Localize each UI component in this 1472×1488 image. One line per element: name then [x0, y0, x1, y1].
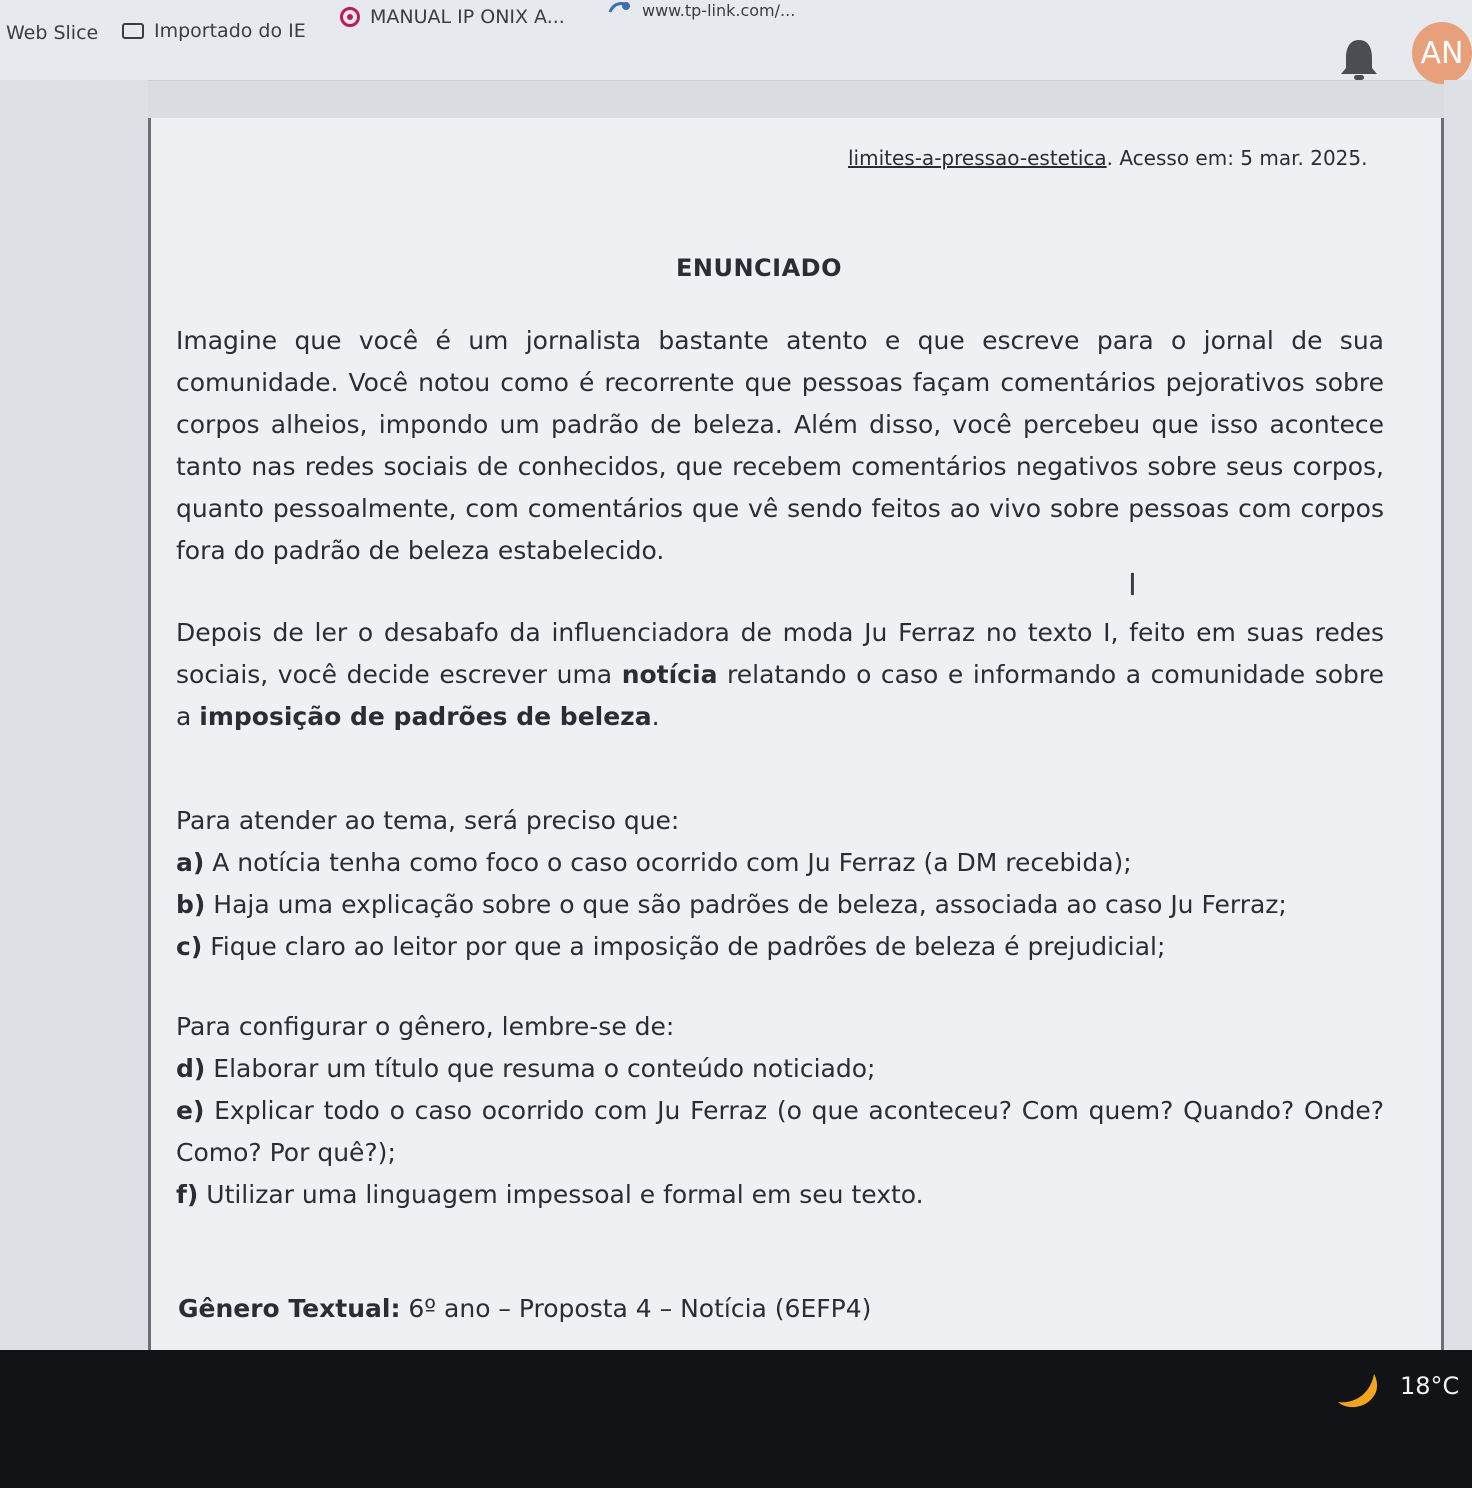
bookmark-manual-ip-onix[interactable] [340, 6, 565, 28]
item-marker: f) [176, 1180, 199, 1209]
list-item [176, 842, 1384, 884]
item-marker: a) [176, 848, 205, 877]
left-gutter [0, 80, 148, 1350]
item-marker: c) [176, 932, 203, 961]
bookmark-label: Web Slice [6, 22, 99, 44]
task-bold-noticia: notícia [621, 660, 718, 689]
footer-label: Gênero Textual: [178, 1294, 401, 1323]
requirements-section [176, 800, 1384, 968]
link-icon [606, 0, 632, 20]
bookmark-label: www.tp-link.com/... [642, 0, 796, 20]
item-marker: e) [176, 1096, 205, 1125]
paragraph-task [176, 612, 1384, 738]
bookmark-importado-do-ie[interactable] [122, 20, 306, 42]
reference-access: . Acesso em: 5 mar. 2025. [1106, 146, 1368, 170]
item-text: A notícia tenha como foco o caso ocorrido com Ju Ferraz (a DM recebida); [212, 848, 1132, 877]
bookmark-web-slice[interactable] [6, 22, 98, 44]
folder-icon [122, 23, 144, 39]
bookmarks-bar [0, 0, 1472, 81]
item-text: Fique claro ao leitor por que a imposição de padrões de beleza é prejudicial; [210, 932, 1166, 961]
item-text: Utilizar uma linguagem impessoal e formal em seu texto. [206, 1180, 924, 1209]
list-item [176, 1048, 1384, 1090]
list-item [176, 884, 1384, 926]
section-heading: ENUNCIADO [676, 254, 842, 282]
task-text-1: Depois de ler o desabafo da influenciadora de moda Ju Ferraz no texto I, feito em suas redes sociais, você decide escrever uma [176, 618, 1384, 689]
notification-bell-icon[interactable] [1338, 36, 1380, 82]
taskbar [0, 1350, 1472, 1488]
footer-value: 6º ano – Proposta 4 – Notícia (6EFP4) [408, 1294, 872, 1323]
list-item [176, 1174, 1384, 1216]
bookmark-tp-link[interactable] [606, 0, 795, 20]
task-text-2: relatando o caso e informando a comunidade sobre a [176, 660, 1384, 731]
requirements-intro: Para atender ao tema, será preciso que: [176, 806, 680, 835]
reference-line [848, 146, 1367, 170]
text-cursor-icon: I [1128, 568, 1137, 603]
task-bold-imposicao: imposição de padrões de beleza [199, 702, 652, 731]
reference-link[interactable]: limites-a-pressao-estetica [848, 146, 1107, 170]
list-item [176, 926, 1384, 968]
item-marker: b) [176, 890, 206, 919]
weather-temperature[interactable]: 18°C [1400, 1372, 1460, 1400]
task-text-3: . [651, 702, 660, 731]
item-text: Haja uma explicação sobre o que são padrões de beleza, associada ao caso Ju Ferraz; [213, 890, 1287, 919]
right-gutter [1444, 80, 1472, 1350]
genre-footer [178, 1294, 871, 1323]
target-icon [340, 7, 360, 27]
bookmark-label: MANUAL IP ONIX A... [370, 6, 565, 28]
item-text: Explicar todo o caso ocorrido com Ju Ferraz (o que aconteceu? Com quem? Quando? Onde? Como? Por quê?); [176, 1096, 1384, 1167]
genre-section [176, 1006, 1384, 1216]
profile-avatar[interactable] [1412, 22, 1472, 84]
list-item [176, 1090, 1384, 1174]
item-marker: d) [176, 1054, 206, 1083]
item-text: Elaborar um título que resuma o conteúdo noticiado; [213, 1054, 876, 1083]
bookmark-label: Importado do IE [154, 20, 306, 42]
moon-icon [1334, 1366, 1380, 1412]
paragraph-context: Imagine que você é um jornalista bastante atento e que escreve para o jornal de sua comunidade. Você notou como é recorrente que pessoas façam comentários pejorativos sobre corpos alheios, impondo um padrão de beleza. Além disso, você percebeu que isso acontece tanto nas redes sociais de conhecidos, que recebem comentários negativos sobre seus corpos, quanto pessoalmente, com comentários que vê sendo feitos ao vivo sobre pessoas com corpos fora do padrão de beleza estabelecido. [176, 326, 1384, 565]
genre-intro: Para configurar o gênero, lembre-se de: [176, 1012, 675, 1041]
avatar-initials: AN [1420, 35, 1464, 71]
